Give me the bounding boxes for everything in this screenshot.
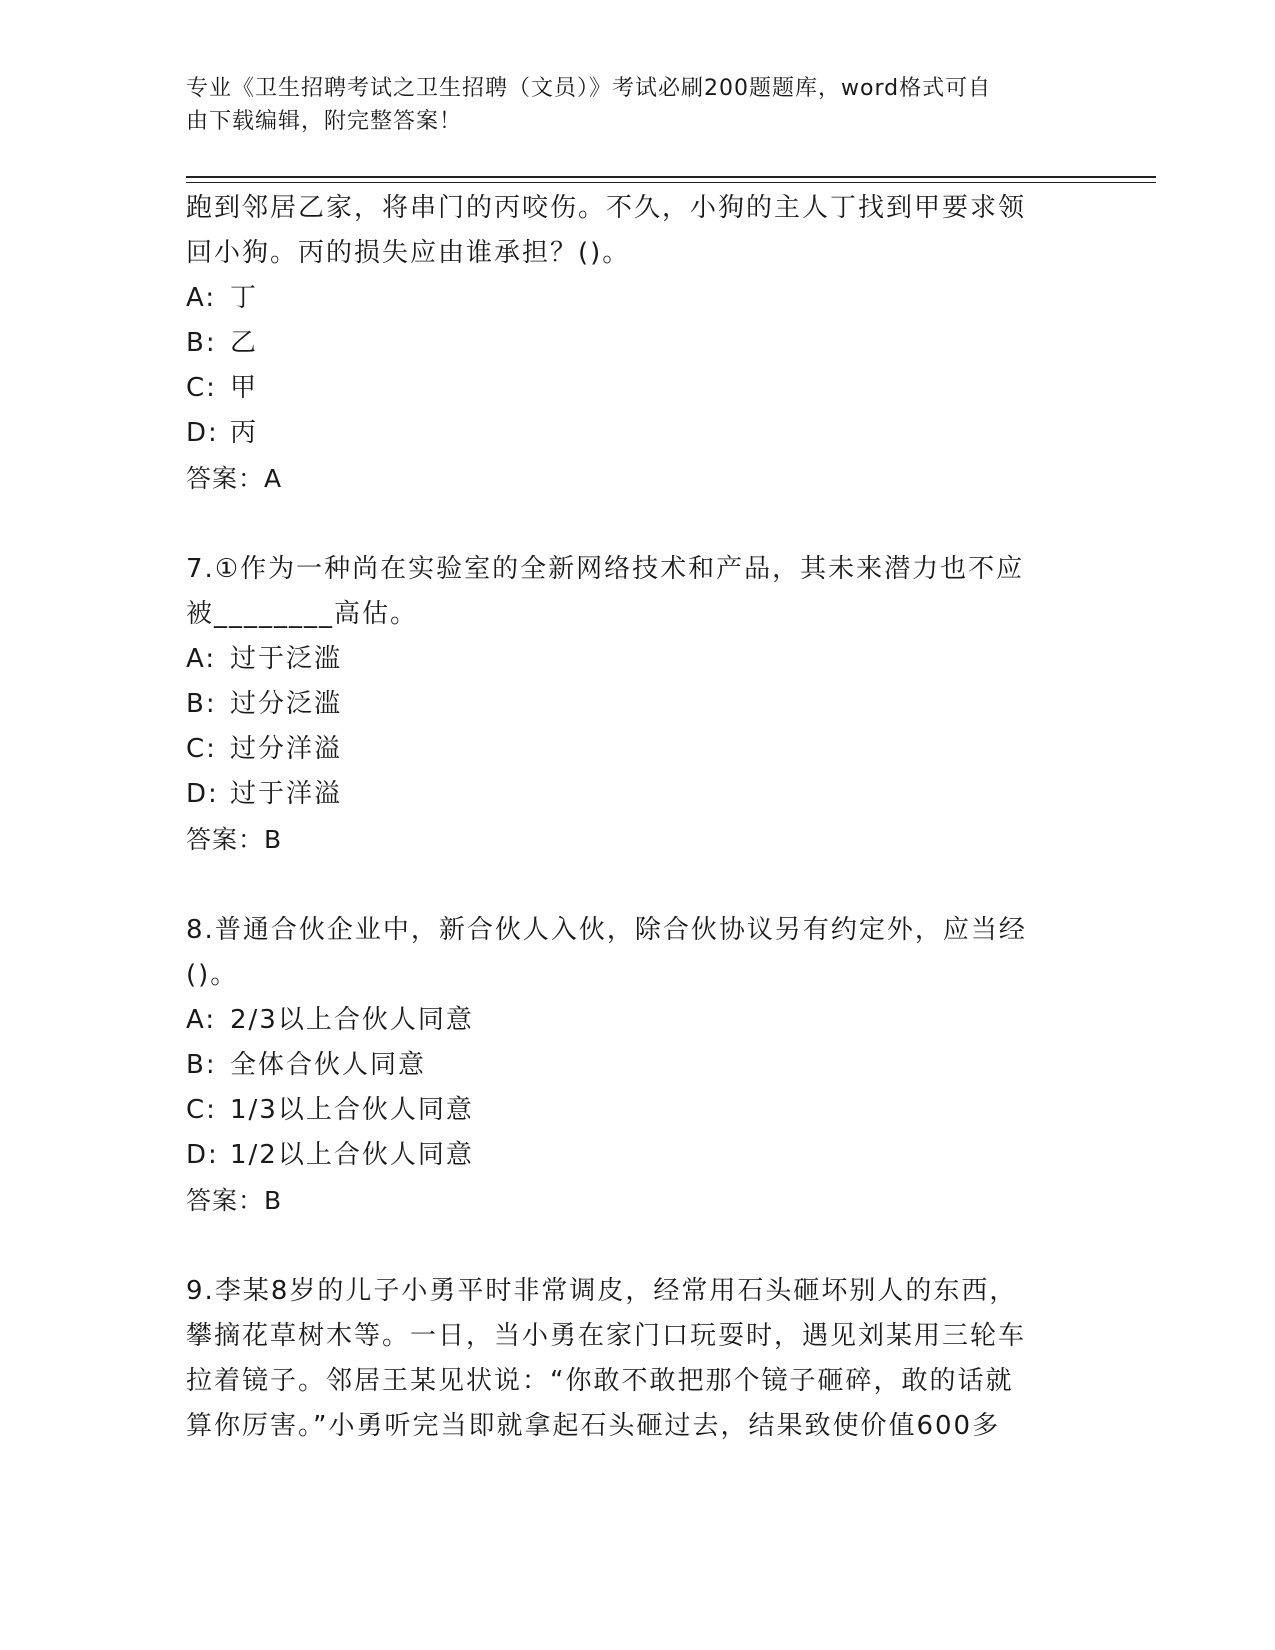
answer-value: A bbox=[264, 464, 283, 493]
option-b bbox=[186, 682, 1066, 727]
option-letter: A: bbox=[186, 1005, 217, 1035]
question-number: 7. bbox=[186, 554, 215, 584]
option-text: 过分洋溢 bbox=[230, 734, 343, 764]
header-divider bbox=[186, 176, 1156, 183]
option-d bbox=[186, 1133, 1066, 1178]
option-text: 2/3以上合伙人同意 bbox=[230, 1005, 474, 1035]
answer-value: B bbox=[264, 825, 283, 854]
option-letter: A: bbox=[186, 644, 217, 674]
option-letter: A: bbox=[186, 283, 217, 313]
option-text: 甲 bbox=[230, 373, 259, 403]
option-letter: B: bbox=[186, 328, 217, 358]
option-letter: B: bbox=[186, 689, 217, 719]
answer-line bbox=[186, 817, 1066, 862]
option-a bbox=[186, 998, 1066, 1043]
option-c bbox=[186, 727, 1066, 772]
question-item bbox=[186, 1269, 1066, 1449]
question-spacer bbox=[186, 1223, 1066, 1269]
answer-line bbox=[186, 1178, 1066, 1223]
option-text: 全体合伙人同意 bbox=[230, 1050, 427, 1080]
answer-value: B bbox=[264, 1186, 283, 1215]
answer-label: 答案： bbox=[186, 464, 265, 493]
option-text: 1/3以上合伙人同意 bbox=[230, 1095, 474, 1125]
option-c bbox=[186, 1088, 1066, 1133]
option-text: 过分泛滥 bbox=[230, 689, 343, 719]
question-text: 9.李某8岁的儿子小勇平时非常调皮，经常用石头砸坏别人的东西， 攀摘花草树木等。一日，当小勇在家门口玩耍时，遇见刘某用三轮车 拉着镜子。邻居王某见状说：“你敢不敢把那个镜子砸碎，敢的话就 算你厉害。”小勇听完当即就拿起石头砸过去，结果致使价值600多 bbox=[186, 1276, 1027, 1441]
document-header bbox=[186, 72, 1066, 138]
question-text: 7.①作为一种尚在实验室的全新网络技术和产品，其未来潜力也不应 被________高估。 bbox=[186, 554, 1025, 629]
question-spacer bbox=[186, 862, 1066, 908]
option-text: 乙 bbox=[230, 328, 259, 358]
option-letter: B: bbox=[186, 1050, 217, 1080]
option-c bbox=[186, 366, 1066, 411]
question-item bbox=[186, 547, 1066, 862]
answer-label: 答案： bbox=[186, 825, 265, 854]
option-letter: C: bbox=[186, 734, 217, 764]
question-number: 9. bbox=[186, 1276, 215, 1306]
option-letter: D: bbox=[186, 779, 219, 809]
option-d bbox=[186, 772, 1066, 817]
header-line-2: 由下载编辑，附完整答案！ bbox=[186, 109, 463, 134]
question-spacer bbox=[186, 501, 1066, 547]
option-b bbox=[186, 1043, 1066, 1088]
option-text: 丙 bbox=[230, 418, 259, 448]
option-letter: C: bbox=[186, 373, 217, 403]
option-a bbox=[186, 637, 1066, 682]
question-text: 跑到邻居乙家，将串门的丙咬伤。不久，小狗的主人丁找到甲要求领 回小狗。丙的损失应由谁承担？()。 bbox=[186, 193, 1027, 268]
question-number: 8. bbox=[186, 915, 215, 945]
option-a bbox=[186, 276, 1066, 321]
option-letter: C: bbox=[186, 1095, 217, 1125]
option-b bbox=[186, 321, 1066, 366]
option-letter: D: bbox=[186, 1140, 219, 1170]
header-line-1: 专业《卫生招聘考试之卫生招聘（文员）》考试必刷200题题库，word格式可自 bbox=[186, 76, 992, 101]
option-d bbox=[186, 411, 1066, 456]
question-list bbox=[186, 186, 1066, 1449]
option-text: 过于洋溢 bbox=[230, 779, 343, 809]
question-text: 8.普通合伙企业中，新合伙人入伙，除合伙协议另有约定外，应当经 ()。 bbox=[186, 915, 1027, 990]
option-text: 过于泛滥 bbox=[230, 644, 343, 674]
option-text: 丁 bbox=[230, 283, 259, 313]
question-item bbox=[186, 186, 1066, 501]
option-letter: D: bbox=[186, 418, 219, 448]
answer-line bbox=[186, 456, 1066, 501]
answer-label: 答案： bbox=[186, 1186, 265, 1215]
question-item bbox=[186, 908, 1066, 1223]
option-text: 1/2以上合伙人同意 bbox=[230, 1140, 474, 1170]
